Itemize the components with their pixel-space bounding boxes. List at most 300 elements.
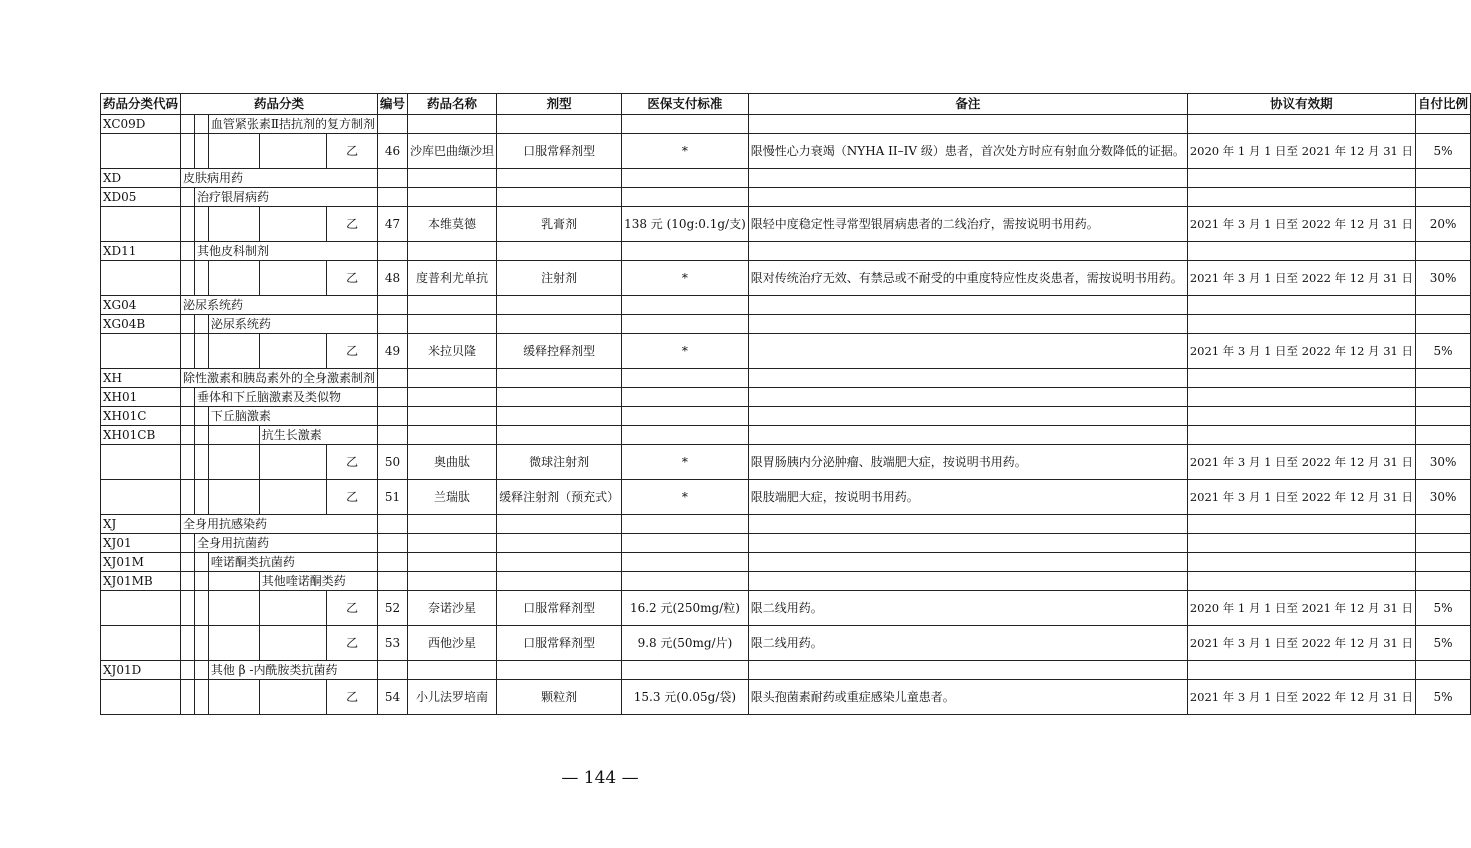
category-indent [208,445,259,480]
empty-cell [497,553,622,572]
category-indent [194,134,208,169]
category-row [101,426,1471,445]
empty-cell [1187,407,1415,426]
empty-cell [378,426,408,445]
category-code: XD11 [101,242,181,261]
category-label: 治疗银屑病药 [194,188,377,207]
category-indent [259,445,326,480]
empty-cell [497,369,622,388]
category-indent [194,445,208,480]
category-indent [259,134,326,169]
drug-validity: 2021 年 3 月 1 日至 2022 年 12 月 31 日 [1187,480,1415,515]
category-indent [181,188,195,207]
category-indent [194,315,208,334]
category-indent [208,134,259,169]
empty-cell [378,515,408,534]
category-indent [181,334,195,369]
drug-name: 西他沙星 [408,626,497,661]
empty-cell [1416,553,1471,572]
category-code: XD05 [101,188,181,207]
empty-cell [101,626,181,661]
drug-validity: 2021 年 3 月 1 日至 2022 年 12 月 31 日 [1187,261,1415,296]
drug-number: 50 [378,445,408,480]
empty-cell [378,115,408,134]
empty-cell [101,445,181,480]
drug-note: 限对传统治疗无效、有禁忌或不耐受的中重度特应性皮炎患者，需按说明书用药。 [748,261,1187,296]
header-name: 药品名称 [408,94,497,115]
category-code: XJ01D [101,661,181,680]
drug-note: 限慢性心力衰竭（NYHA II–IV 级）患者，首次处方时应有射血分数降低的证据。 [748,134,1187,169]
header-note: 备注 [748,94,1187,115]
category-label: 垂体和下丘脑激素及类似物 [194,388,377,407]
drug-row [101,207,1471,242]
empty-cell [622,369,749,388]
empty-cell [497,115,622,134]
category-indent [181,572,195,591]
empty-cell [748,426,1187,445]
category-indent [181,553,195,572]
empty-cell [1416,661,1471,680]
empty-cell [497,661,622,680]
empty-cell [378,572,408,591]
category-indent [208,334,259,369]
drug-number: 54 [378,680,408,715]
drug-class: 乙 [327,445,378,480]
drug-form: 口服常释剂型 [497,591,622,626]
empty-cell [622,407,749,426]
drug-price: 16.2 元(250mg/粒) [622,591,749,626]
empty-cell [408,315,497,334]
category-row [101,661,1471,680]
drug-row [101,626,1471,661]
category-row [101,115,1471,134]
empty-cell [1187,242,1415,261]
header-num: 编号 [378,94,408,115]
drug-form: 注射剂 [497,261,622,296]
drug-class: 乙 [327,134,378,169]
drug-price: 9.8 元(50mg/片) [622,626,749,661]
drug-name: 奥曲肽 [408,445,497,480]
empty-cell [748,553,1187,572]
header-code: 药品分类代码 [101,94,181,115]
empty-cell [748,534,1187,553]
empty-cell [497,296,622,315]
drug-validity: 2021 年 3 月 1 日至 2022 年 12 月 31 日 [1187,207,1415,242]
category-indent [181,626,195,661]
page-number: — 144 — [561,768,639,788]
empty-cell [378,369,408,388]
empty-cell [1416,515,1471,534]
empty-cell [408,407,497,426]
category-code: XH [101,369,181,388]
category-indent [181,661,195,680]
category-label: 喹诺酮类抗菌药 [208,553,377,572]
table-body [101,115,1471,715]
category-row [101,572,1471,591]
drug-number: 47 [378,207,408,242]
empty-cell [497,388,622,407]
empty-cell [1187,661,1415,680]
drug-row [101,261,1471,296]
category-row [101,296,1471,315]
empty-cell [748,572,1187,591]
drug-number: 53 [378,626,408,661]
category-row [101,188,1471,207]
empty-cell [378,169,408,188]
empty-cell [748,115,1187,134]
drug-note: 限轻中度稳定性寻常型银屑病患者的二线治疗，需按说明书用药。 [748,207,1187,242]
category-indent [181,407,195,426]
category-indent [208,207,259,242]
empty-cell [1187,426,1415,445]
empty-cell [101,591,181,626]
category-indent [181,134,195,169]
category-code: XJ01MB [101,572,181,591]
empty-cell [101,334,181,369]
drug-number: 51 [378,480,408,515]
category-label: 其他 β -内酰胺类抗菌药 [208,661,377,680]
empty-cell [378,407,408,426]
category-indent [194,207,208,242]
category-indent [181,680,195,715]
empty-cell [1416,388,1471,407]
drug-row [101,134,1471,169]
drug-catalog-table [100,93,1471,715]
category-indent [181,480,195,515]
category-code: XJ01 [101,534,181,553]
drug-form: 缓释控释剂型 [497,334,622,369]
empty-cell [1187,169,1415,188]
category-label: 其他喹诺酮类药 [259,572,377,591]
category-indent [208,626,259,661]
empty-cell [1416,169,1471,188]
empty-cell [622,188,749,207]
empty-cell [622,388,749,407]
empty-cell [1416,242,1471,261]
drug-form: 乳膏剂 [497,207,622,242]
drug-validity: 2021 年 3 月 1 日至 2022 年 12 月 31 日 [1187,680,1415,715]
category-label: 下丘脑激素 [208,407,377,426]
empty-cell [748,188,1187,207]
category-indent [194,407,208,426]
empty-cell [1187,296,1415,315]
category-code: XC09D [101,115,181,134]
empty-cell [378,534,408,553]
category-indent [259,680,326,715]
header-form: 剂型 [497,94,622,115]
category-code: XG04B [101,315,181,334]
empty-cell [378,388,408,407]
drug-row [101,334,1471,369]
category-code: XJ [101,515,181,534]
empty-cell [408,661,497,680]
empty-cell [408,369,497,388]
drug-name: 米拉贝隆 [408,334,497,369]
empty-cell [1187,369,1415,388]
drug-name: 兰瑞肽 [408,480,497,515]
empty-cell [378,553,408,572]
drug-number: 49 [378,334,408,369]
category-code: XH01 [101,388,181,407]
drug-name: 本维莫德 [408,207,497,242]
category-row [101,169,1471,188]
category-row [101,388,1471,407]
empty-cell [408,115,497,134]
drug-form: 口服常释剂型 [497,134,622,169]
category-label: 全身用抗感染药 [181,515,378,534]
drug-form: 缓释注射剂（预充式） [497,480,622,515]
drug-class: 乙 [327,261,378,296]
empty-cell [622,296,749,315]
header-price: 医保支付标准 [622,94,749,115]
drug-ratio: 5% [1416,334,1471,369]
category-label: 抗生长激素 [259,426,377,445]
empty-cell [748,242,1187,261]
drug-form: 微球注射剂 [497,445,622,480]
empty-cell [1187,115,1415,134]
empty-cell [497,188,622,207]
drug-price: 138 元 (10g:0.1g/支) [622,207,749,242]
category-code: XH01C [101,407,181,426]
category-indent [194,553,208,572]
drug-price: * [622,480,749,515]
drug-note: 限胃肠胰内分泌肿瘤、肢端肥大症，按说明书用药。 [748,445,1187,480]
drug-ratio: 5% [1416,591,1471,626]
drug-name: 沙库巴曲缬沙坦 [408,134,497,169]
empty-cell [622,534,749,553]
empty-cell [408,242,497,261]
header-category: 药品分类 [181,94,378,115]
empty-cell [497,407,622,426]
drug-validity: 2020 年 1 月 1 日至 2021 年 12 月 31 日 [1187,591,1415,626]
empty-cell [497,572,622,591]
empty-cell [378,661,408,680]
category-indent [194,680,208,715]
empty-cell [1187,572,1415,591]
empty-cell [408,188,497,207]
drug-validity: 2021 年 3 月 1 日至 2022 年 12 月 31 日 [1187,334,1415,369]
empty-cell [1187,553,1415,572]
category-indent [259,334,326,369]
empty-cell [1416,572,1471,591]
empty-cell [497,315,622,334]
empty-cell [497,242,622,261]
empty-cell [101,261,181,296]
empty-cell [748,515,1187,534]
category-label: 除性激素和胰岛素外的全身激素制剂 [181,369,378,388]
empty-cell [748,296,1187,315]
empty-cell [1187,315,1415,334]
category-indent [181,388,195,407]
drug-name: 小儿法罗培南 [408,680,497,715]
category-indent [259,591,326,626]
category-indent [181,445,195,480]
drug-class: 乙 [327,480,378,515]
empty-cell [622,115,749,134]
empty-cell [622,242,749,261]
empty-cell [378,188,408,207]
drug-class: 乙 [327,680,378,715]
category-indent [194,261,208,296]
drug-price: 15.3 元(0.05g/袋) [622,680,749,715]
category-indent [259,207,326,242]
empty-cell [1187,534,1415,553]
empty-cell [408,534,497,553]
category-label: 泌尿系统药 [181,296,378,315]
empty-cell [408,515,497,534]
category-row [101,515,1471,534]
category-indent [181,261,195,296]
category-indent [194,426,208,445]
category-code: XD [101,169,181,188]
header-ratio: 自付比例 [1416,94,1471,115]
empty-cell [622,315,749,334]
category-code: XG04 [101,296,181,315]
drug-price: * [622,334,749,369]
drug-row [101,591,1471,626]
category-indent [181,115,195,134]
category-label: 血管紧张素Ⅱ拮抗剂的复方制剂 [208,115,377,134]
drug-validity: 2021 年 3 月 1 日至 2022 年 12 月 31 日 [1187,626,1415,661]
empty-cell [622,426,749,445]
empty-cell [622,553,749,572]
empty-cell [622,169,749,188]
category-indent [208,426,259,445]
category-row [101,407,1471,426]
drug-class: 乙 [327,207,378,242]
drug-price: * [622,445,749,480]
category-label: 皮肤病用药 [181,169,378,188]
empty-cell [1416,115,1471,134]
empty-cell [1187,388,1415,407]
empty-cell [497,169,622,188]
empty-cell [622,572,749,591]
empty-cell [408,169,497,188]
empty-cell [1187,515,1415,534]
category-indent [194,591,208,626]
drug-validity: 2021 年 3 月 1 日至 2022 年 12 月 31 日 [1187,445,1415,480]
drug-class: 乙 [327,591,378,626]
empty-cell [101,207,181,242]
drug-ratio: 30% [1416,480,1471,515]
category-indent [181,591,195,626]
empty-cell [378,242,408,261]
category-label: 其他皮科制剂 [194,242,377,261]
empty-cell [748,661,1187,680]
drug-note: 限头孢菌素耐药或重症感染儿童患者。 [748,680,1187,715]
drug-number: 52 [378,591,408,626]
empty-cell [101,680,181,715]
category-label: 泌尿系统药 [208,315,377,334]
empty-cell [622,515,749,534]
empty-cell [497,534,622,553]
drug-name: 奈诺沙星 [408,591,497,626]
drug-row [101,480,1471,515]
empty-cell [101,134,181,169]
empty-cell [748,388,1187,407]
category-code: XJ01M [101,553,181,572]
category-indent [208,480,259,515]
header-row [101,94,1471,115]
drug-number: 46 [378,134,408,169]
category-indent [259,626,326,661]
category-row [101,369,1471,388]
empty-cell [101,480,181,515]
drug-note: 限肢端肥大症，按说明书用药。 [748,480,1187,515]
empty-cell [1416,407,1471,426]
empty-cell [1416,315,1471,334]
category-label: 全身用抗菌药 [194,534,377,553]
drug-ratio: 5% [1416,134,1471,169]
empty-cell [1416,426,1471,445]
category-indent [194,115,208,134]
drug-class: 乙 [327,626,378,661]
empty-cell [497,426,622,445]
drug-note [748,334,1187,369]
category-indent [181,207,195,242]
drug-form: 口服常释剂型 [497,626,622,661]
drug-ratio: 20% [1416,207,1471,242]
empty-cell [408,296,497,315]
drug-price: * [622,261,749,296]
drug-price: * [622,134,749,169]
category-indent [194,572,208,591]
drug-ratio: 5% [1416,626,1471,661]
category-indent [208,591,259,626]
empty-cell [408,426,497,445]
drug-row [101,445,1471,480]
empty-cell [408,553,497,572]
category-indent [259,480,326,515]
category-indent [181,315,195,334]
drug-note: 限二线用药。 [748,591,1187,626]
category-indent [194,661,208,680]
drug-ratio: 30% [1416,445,1471,480]
drug-form: 颗粒剂 [497,680,622,715]
empty-cell [748,407,1187,426]
drug-class: 乙 [327,334,378,369]
empty-cell [378,296,408,315]
category-code: XH01CB [101,426,181,445]
category-indent [208,261,259,296]
drug-number: 48 [378,261,408,296]
empty-cell [1416,188,1471,207]
empty-cell [408,572,497,591]
empty-cell [497,515,622,534]
drug-ratio: 5% [1416,680,1471,715]
category-indent [194,480,208,515]
category-indent [208,572,259,591]
drug-validity: 2020 年 1 月 1 日至 2021 年 12 月 31 日 [1187,134,1415,169]
empty-cell [748,369,1187,388]
empty-cell [378,315,408,334]
category-indent [194,334,208,369]
empty-cell [1187,188,1415,207]
empty-cell [1416,534,1471,553]
empty-cell [1416,369,1471,388]
drug-ratio: 30% [1416,261,1471,296]
empty-cell [1416,296,1471,315]
empty-cell [748,169,1187,188]
header-validity: 协议有效期 [1187,94,1415,115]
category-indent [181,242,195,261]
category-row [101,553,1471,572]
empty-cell [748,315,1187,334]
category-row [101,315,1471,334]
category-indent [181,534,195,553]
category-indent [208,680,259,715]
category-row [101,242,1471,261]
